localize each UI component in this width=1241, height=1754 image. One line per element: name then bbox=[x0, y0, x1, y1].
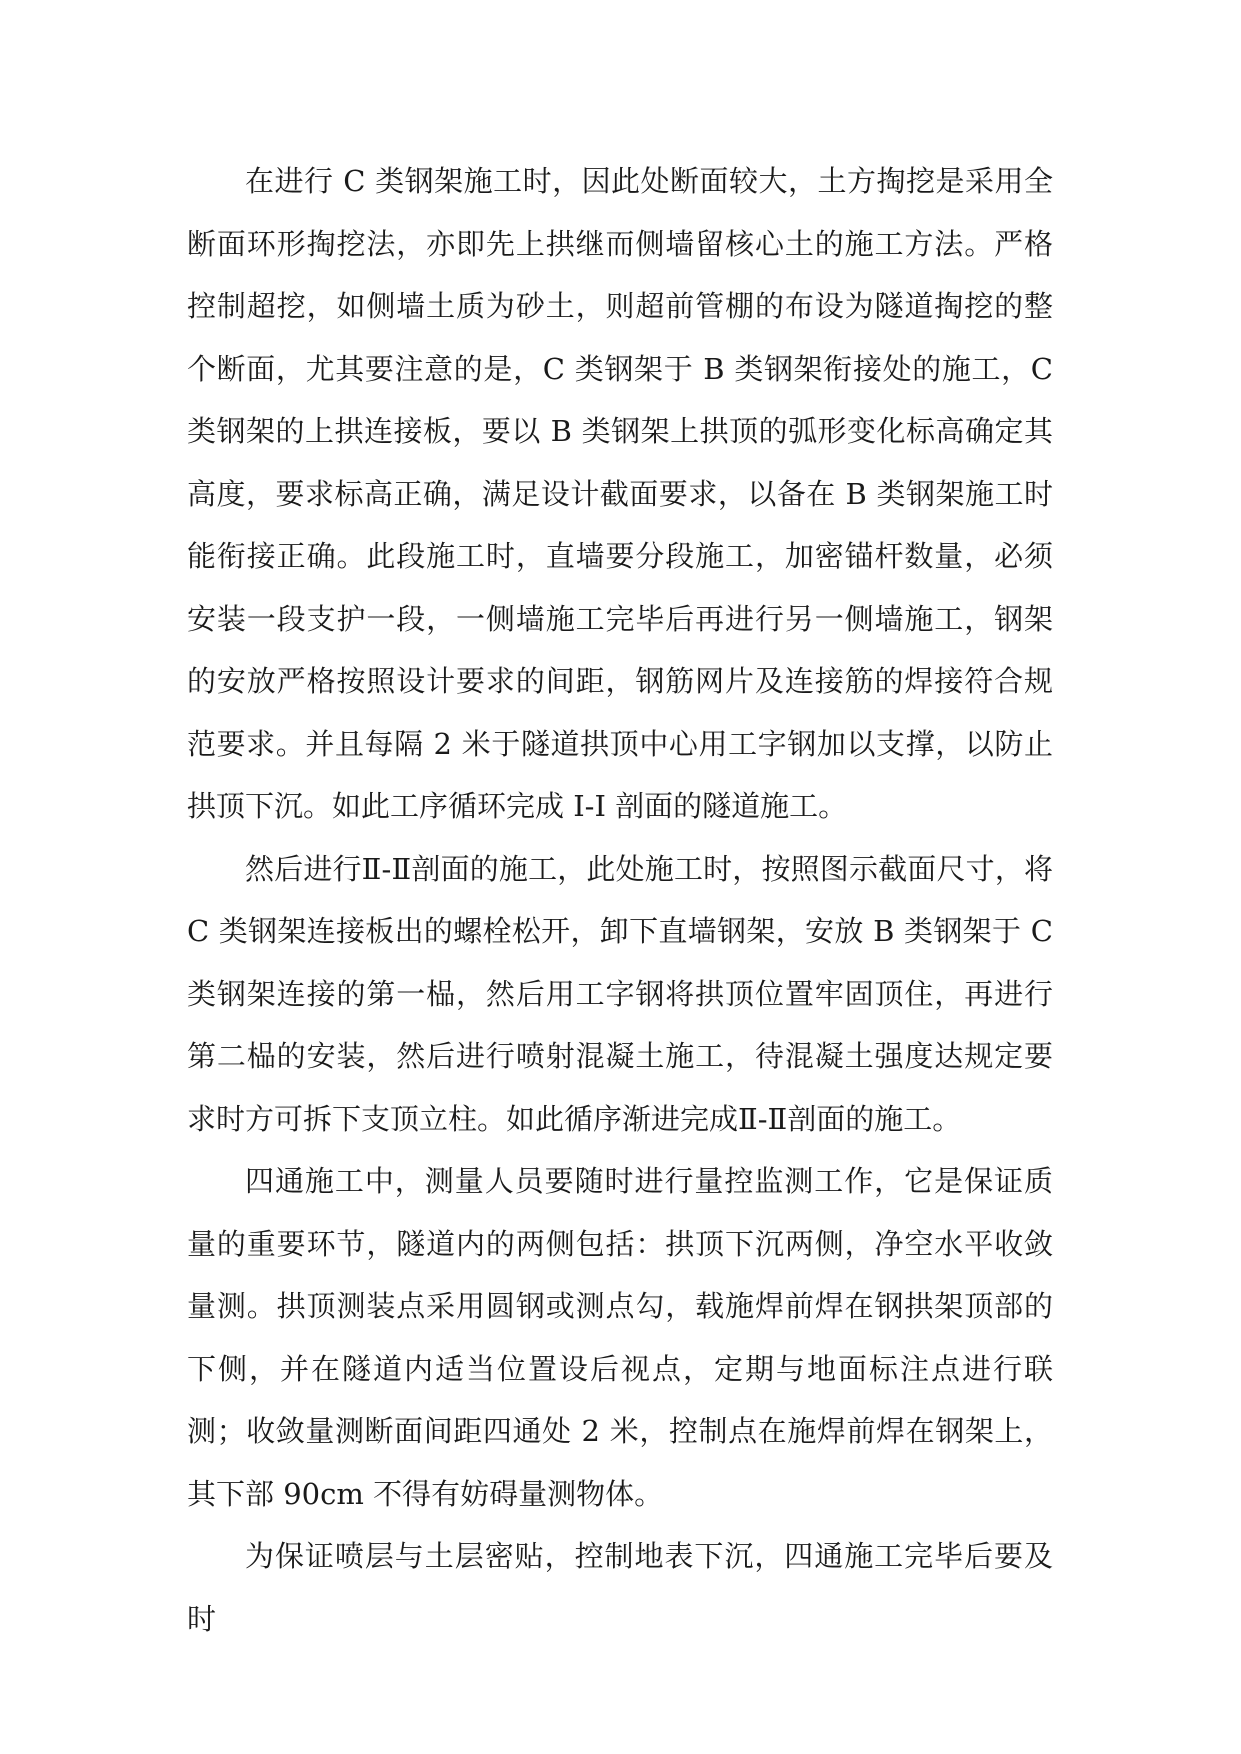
paragraph-2: 然后进行Ⅱ-Ⅱ剖面的施工，此处施工时，按照图示截面尺寸，将 C 类钢架连接板出的螺栓松开，卸下直墙钢架，安放 B 类钢架于 C 类钢架连接的第一榀，然后用工字钢将拱顶位置牢固顶住，再进行第二榀的安装，然后进行喷射混凝土施工，待混凝土强度达规定要求时方可拆下支顶立柱。如此循序渐进完成Ⅱ-Ⅱ剖面的施工。 bbox=[187, 851, 1053, 1136]
document-body bbox=[187, 150, 1053, 1650]
paragraph-1: 在进行 C 类钢架施工时，因此处断面较大，土方掏挖是采用全断面环形掏挖法，亦即先上拱继而侧墙留核心土的施工方法。严格控制超挖，如侧墙土质为砂土，则超前管棚的布设为隧道掏挖的整个断面，尤其要注意的是，C 类钢架于 B 类钢架衔接处的施工，C 类钢架的上拱连接板，要以 B 类钢架上拱顶的弧形变化标高确定其高度，要求标高正确，满足设计截面要求，以备在 B 类钢架施工时能衔接正确。此段施工时，直墙要分段施工，加密锚杆数量，必须安装一段支护一段，一侧墙施工完毕后再进行另一侧墙施工，钢架的安放严格按照设计要求的间距，钢筋网片及连接筋的焊接符合规范要求。并且每隔 2 米于隧道拱顶中心用工字钢加以支撑，以防止拱顶下沉。如此工序循环完成 I-I 剖面的隧道施工。 bbox=[187, 164, 1053, 823]
paragraph-4: 为保证喷层与土层密贴，控制地表下沉，四通施工完毕后要及时 bbox=[187, 1539, 1053, 1636]
paragraph-3: 四通施工中，测量人员要随时进行量控监测工作，它是保证质量的重要环节，隧道内的两侧包括：拱顶下沉两侧，净空水平收敛量测。拱顶测装点采用圆钢或测点勾，载施焊前焊在钢拱架顶部的下侧，并在隧道内适当位置设后视点，定期与地面标注点进行联测；收敛量测断面间距四通处 2 米，控制点在施焊前焊在钢架上，其下部 90cm 不得有妨碍量测物体。 bbox=[187, 1164, 1053, 1511]
